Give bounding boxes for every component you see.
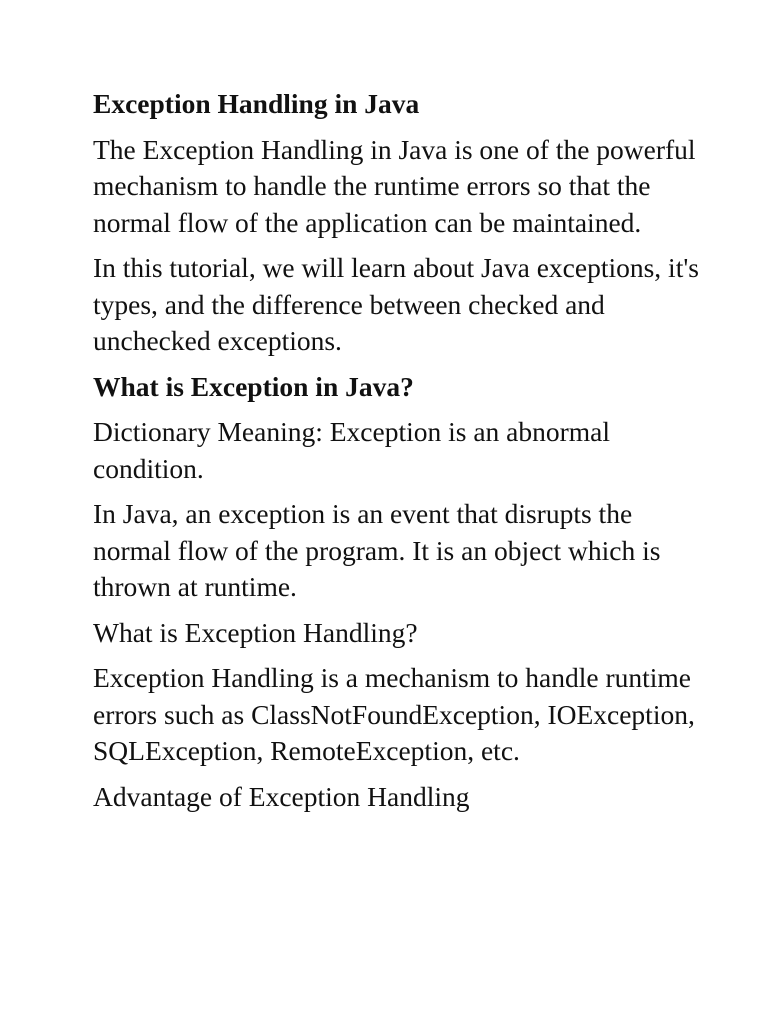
dictionary-meaning-paragraph: Dictionary Meaning: Exception is an abnormal condition. [93,416,611,484]
document-title: Exception Handling in Java [93,88,420,119]
advantage-line: Advantage of Exception Handling [93,780,470,812]
handling-question-line: What is Exception Handling? [93,616,418,648]
section-heading-what-is-exception: What is Exception in Java? [93,370,414,402]
tutorial-paragraph: In this tutorial, we will learn about Java exceptions, it's types, and the difference between checked and unchecked exceptions. [93,252,699,356]
java-exception-paragraph: In Java, an exception is an event that disrupts the normal flow of the program. It is an object which is thrown at runtime. [93,498,661,602]
document-page [93,86,713,824]
handling-definition-paragraph: Exception Handling is a mechanism to handle runtime errors such as ClassNotFoundException, IOException, SQLException, RemoteException, etc. [93,662,695,766]
intro-paragraph: The Exception Handling in Java is one of the powerful mechanism to handle the runtime errors so that the normal flow of the application can be maintained. [93,133,696,238]
